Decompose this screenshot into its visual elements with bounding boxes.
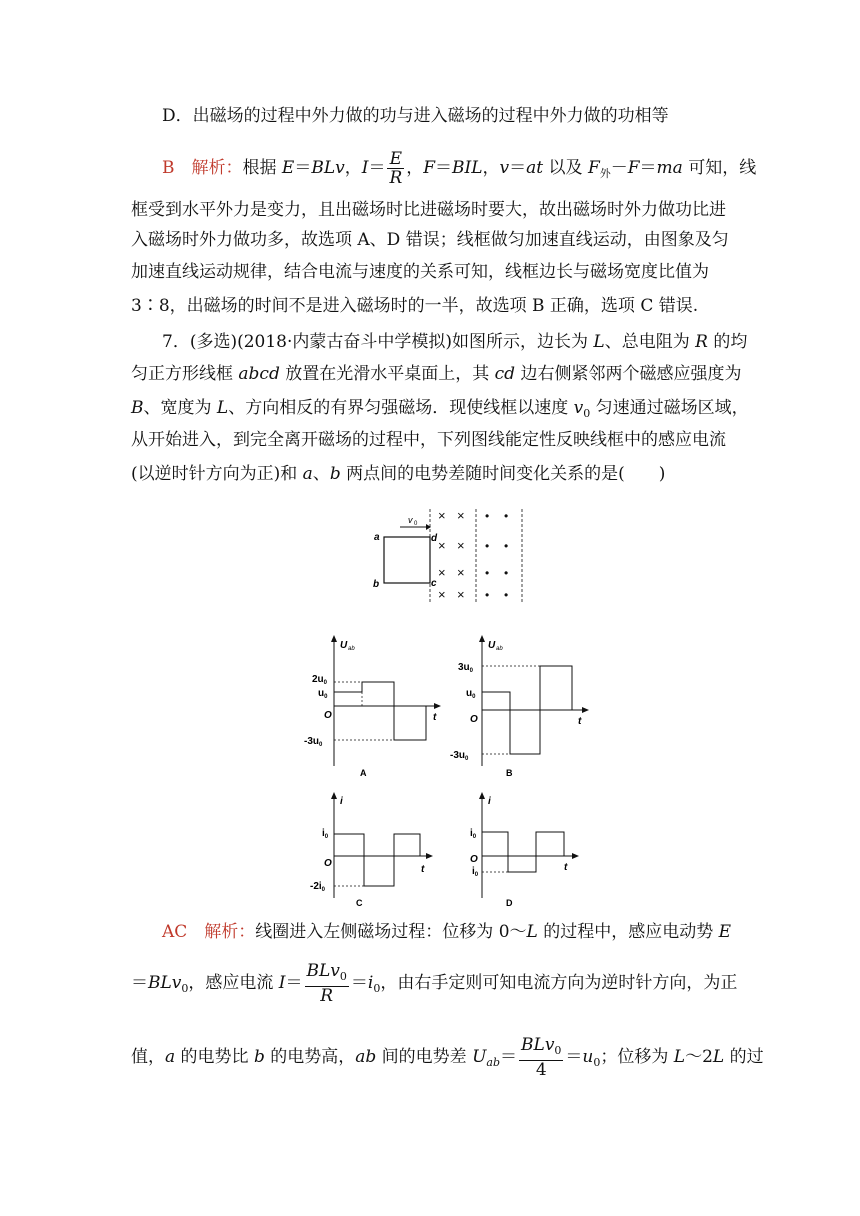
- graph-d-curve: [482, 832, 564, 872]
- text: 的电势比: [175, 1047, 254, 1067]
- var: F: [627, 158, 640, 178]
- x-arrow: [572, 853, 579, 859]
- var: L: [712, 1047, 725, 1067]
- text: ＝: [500, 1047, 518, 1067]
- y-arrow: [331, 635, 337, 642]
- text: 间的电势差: [376, 1047, 473, 1067]
- sub: 0: [554, 1044, 562, 1057]
- graph-c-caption: C: [356, 898, 363, 908]
- var: v: [573, 398, 584, 418]
- text: 线圈进入左侧磁场过程：位移为 0～: [255, 922, 527, 942]
- tick-label: $-2i_0$: [310, 881, 326, 893]
- tick-label: $i_0$: [472, 866, 479, 878]
- text: 、宽度为: [143, 398, 217, 418]
- y-label: i: [340, 796, 343, 807]
- solution-line1: [162, 920, 731, 944]
- fraction-e-over-r: [387, 150, 404, 187]
- frac-den: R: [389, 168, 403, 188]
- graph-b: [444, 632, 594, 782]
- solution-line3: [131, 1036, 764, 1079]
- y-label-sub: ab: [348, 646, 355, 652]
- velocity-sub: 0: [414, 521, 418, 527]
- tick-label: $2u_0$: [312, 674, 328, 686]
- text: (以逆时针方向为正)和: [131, 464, 303, 484]
- x-label: t: [578, 716, 582, 727]
- frac-num: [305, 962, 349, 987]
- cross-mark: ×: [457, 538, 465, 553]
- text: 的电势高，: [264, 1047, 356, 1067]
- var: E: [718, 922, 732, 942]
- text: －: [610, 158, 628, 178]
- text: 、方向相反的有界匀强磁场．现使线框以速度: [228, 398, 574, 418]
- dot-mark: •: [485, 539, 490, 553]
- y-label: U: [340, 640, 348, 651]
- text: ，: [344, 158, 362, 178]
- var: a: [165, 1047, 176, 1067]
- origin: O: [470, 854, 478, 865]
- tick-label: $3u_0$: [458, 662, 474, 674]
- q6-analysis-line1: [162, 150, 756, 187]
- sub: 0: [181, 982, 189, 995]
- frac-num: E: [387, 150, 404, 169]
- var: u: [582, 1047, 594, 1067]
- x-arrow: [582, 707, 589, 713]
- text: ＝: [509, 158, 527, 178]
- frac-den: R: [320, 986, 334, 1006]
- label-b: b: [373, 579, 380, 590]
- dot-mark: •: [485, 509, 490, 523]
- y-arrow: [479, 792, 485, 799]
- sub: 外: [599, 167, 611, 180]
- var: U: [472, 1047, 487, 1067]
- sub: ab: [486, 1056, 501, 1069]
- var: a: [302, 464, 313, 484]
- square-frame: [384, 537, 430, 583]
- text: 匀速通过磁场区域，: [590, 398, 749, 418]
- frac-num: [519, 1036, 563, 1061]
- var: at: [526, 158, 544, 178]
- x-label: t: [433, 712, 437, 723]
- var: v: [499, 158, 510, 178]
- graph-d-caption: D: [506, 898, 513, 908]
- text: ＝: [565, 1047, 583, 1067]
- x-arrow: [426, 853, 433, 859]
- var: I: [278, 973, 286, 993]
- text: 匀正方形线框: [131, 364, 239, 384]
- text: ，: [406, 158, 424, 178]
- text: 的过程中，感应电动势: [537, 922, 719, 942]
- q7-line1: [162, 330, 747, 354]
- q6-analysis-line3: 入磁场时外力做功多，故选项 A、D 错误；线框做匀加速直线运动，由图象及匀: [131, 230, 729, 250]
- x-label: t: [564, 862, 568, 873]
- cross-mark: ×: [438, 538, 446, 553]
- y-label-sub: ab: [496, 646, 503, 652]
- q7-line5: [131, 462, 665, 486]
- graph-a-caption: A: [360, 768, 367, 778]
- var: b: [329, 464, 341, 484]
- graph-a: [296, 632, 446, 782]
- frac-den: 4: [535, 1060, 547, 1080]
- var: cd: [494, 364, 516, 384]
- y-arrow: [479, 635, 485, 642]
- x-label: t: [421, 864, 425, 875]
- tick-label: $i_0$: [322, 828, 329, 840]
- text: 放置在光滑水平桌面上，其: [279, 364, 495, 384]
- cross-mark: ×: [438, 508, 446, 523]
- sub: 0: [593, 1056, 601, 1069]
- q6-analysis-line4: 加速直线运动规律，结合电流与速度的关系可知，线框边长与磁场宽度比值为: [131, 262, 709, 282]
- var: ab: [355, 1047, 377, 1067]
- label-a: a: [374, 532, 380, 543]
- fraction-blv0-over-r: [305, 962, 349, 1005]
- tick-label: $-3u_0$: [304, 736, 323, 748]
- cross-mark: ×: [457, 565, 465, 580]
- text: 两点间的电势差随时间变化关系的是( ): [340, 464, 666, 484]
- solution-answer: AC: [162, 922, 188, 942]
- graph-c: [296, 790, 446, 910]
- text: 以及: [543, 158, 588, 178]
- origin: O: [324, 858, 332, 869]
- var: ma: [656, 158, 683, 178]
- var: i: [367, 973, 374, 993]
- y-label: i: [488, 796, 491, 807]
- graph-b-caption: B: [506, 768, 513, 778]
- var: L: [526, 922, 538, 942]
- var: F: [587, 158, 600, 178]
- solution-label: 解析：: [204, 922, 256, 942]
- text: ；位移为: [600, 1047, 674, 1067]
- dot-mark: •: [504, 588, 509, 602]
- tick-label: $u_0$: [318, 688, 328, 700]
- var: abcd: [238, 364, 280, 384]
- var: R: [695, 332, 708, 352]
- field-into-page: [438, 508, 465, 602]
- sub: 0: [373, 982, 381, 995]
- origin: O: [324, 710, 332, 721]
- text: ＝: [131, 973, 148, 993]
- var: BLv: [306, 961, 340, 981]
- text: 边右侧紧邻两个磁感应强度为: [515, 364, 742, 384]
- dot-mark: •: [504, 566, 509, 580]
- cross-mark: ×: [457, 508, 465, 523]
- text: ＝: [285, 973, 303, 993]
- var: BLv: [311, 158, 345, 178]
- var: BLv: [148, 973, 182, 993]
- text: ＝: [350, 973, 368, 993]
- graph-d: [444, 790, 594, 910]
- sub: 0: [339, 970, 347, 983]
- label-d: d: [431, 533, 438, 544]
- var: BLv: [521, 1035, 555, 1055]
- field-out-of-page: [485, 509, 508, 602]
- var: F: [423, 158, 436, 178]
- text: ＝: [435, 158, 453, 178]
- tick-label: $i_0$: [470, 828, 477, 840]
- dot-mark: •: [504, 509, 509, 523]
- var: L: [216, 398, 229, 418]
- text: 的均: [707, 332, 748, 352]
- text: ＝: [368, 158, 386, 178]
- var: b: [253, 1047, 265, 1067]
- option-d-text: D．出磁场的过程中外力做的功与进入磁场的过程中外力做的功相等: [162, 106, 669, 126]
- text: ，由右手定则可知电流方向为逆时针方向，为正: [380, 973, 738, 993]
- var: E: [281, 158, 295, 178]
- y-label: U: [488, 640, 496, 651]
- magnetic-field-figure: [368, 503, 538, 609]
- sub: 0: [583, 407, 591, 420]
- text: ＝: [294, 158, 312, 178]
- text: 7．(多选)(2018·内蒙古奋斗中学模拟)如图所示，边长为: [162, 332, 594, 352]
- text: ～2: [685, 1047, 713, 1067]
- var: BIL: [452, 158, 483, 178]
- graph-c-curve: [334, 834, 420, 886]
- text: 根据: [242, 158, 282, 178]
- cross-mark: ×: [438, 587, 446, 602]
- var: I: [361, 158, 369, 178]
- tick-label: $u_0$: [466, 688, 476, 700]
- cross-mark: ×: [457, 587, 465, 602]
- var: L: [673, 1047, 686, 1067]
- dot-mark: •: [504, 539, 509, 553]
- x-arrow: [434, 703, 441, 709]
- q6-analysis-line2: 框受到水平外力是变力，且出磁场时比进磁场时要大，故出磁场时外力做功比进: [131, 200, 726, 220]
- q7-line3: [131, 396, 749, 426]
- dot-mark: •: [485, 588, 490, 602]
- solution-line2: [131, 962, 737, 1005]
- q7-line2: [131, 362, 741, 386]
- q6-analysis-line5: 3∶8，出磁场的时间不是进入磁场时的一半，故选项 B 正确，选项 C 错误.: [131, 296, 699, 316]
- q7-line4: 从开始进入，到完全离开磁场的过程中，下列图线能定性反映线框中的感应电流: [131, 430, 726, 450]
- text: 、: [312, 464, 330, 484]
- text: 可知，线: [682, 158, 757, 178]
- var: B: [131, 398, 144, 418]
- text: ＝: [639, 158, 657, 178]
- graph-a-guides: [334, 682, 394, 740]
- y-arrow: [331, 792, 337, 799]
- tick-label: $-3u_0$: [450, 750, 469, 762]
- cross-mark: ×: [438, 565, 446, 580]
- label-c: c: [431, 578, 437, 589]
- text: 值，: [131, 1047, 165, 1067]
- text: ，感应电流: [188, 973, 279, 993]
- velocity-label: v: [408, 515, 413, 525]
- q6-analysis-label: 解析：: [191, 158, 243, 178]
- text: 的过: [724, 1047, 764, 1067]
- text: ，: [482, 158, 500, 178]
- dot-mark: •: [485, 566, 490, 580]
- var: L: [593, 332, 605, 352]
- fraction-blv0-over-4: [519, 1036, 563, 1079]
- q6-answer: B: [162, 158, 175, 178]
- graph-a-curve: [334, 682, 426, 740]
- text: 、总电阻为: [604, 332, 696, 352]
- origin: O: [470, 714, 478, 725]
